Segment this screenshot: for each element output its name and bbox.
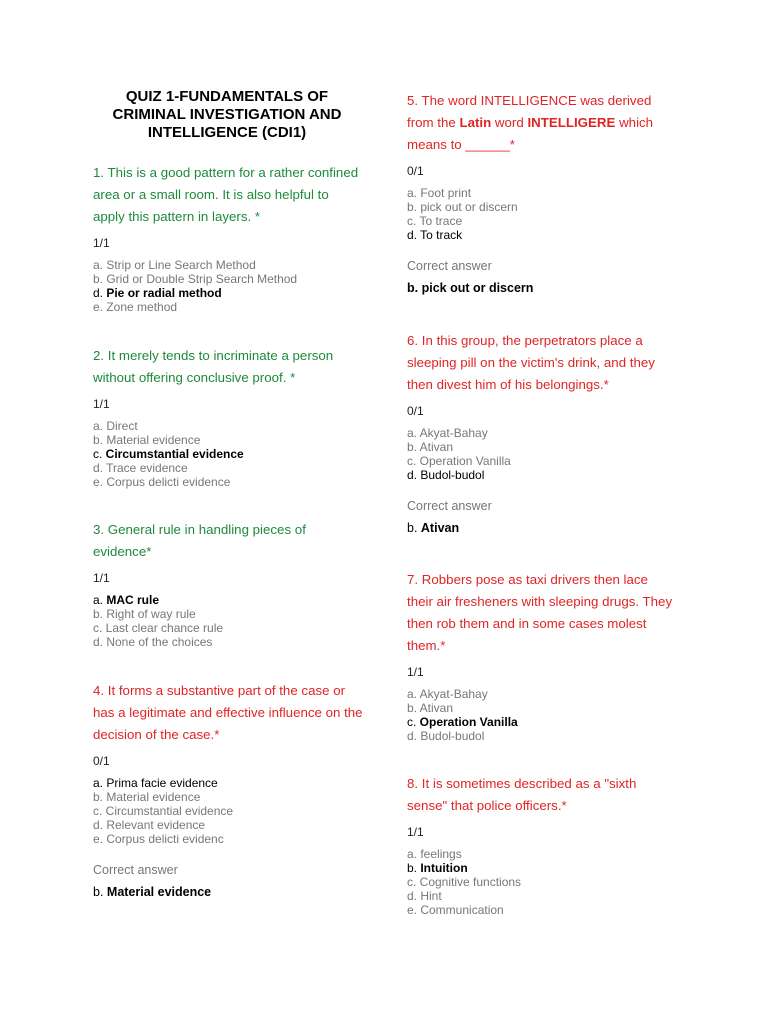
option-b: b. Grid or Double Strip Search Method xyxy=(93,272,298,286)
option-list xyxy=(93,258,363,314)
option-d-selected: d. To track xyxy=(407,228,463,242)
question-score: 1/1 xyxy=(407,665,424,679)
option-a: a. Strip or Line Search Method xyxy=(93,258,256,272)
question-3 xyxy=(93,519,363,649)
option-d-selected xyxy=(93,286,363,300)
option-a: a. Akyat-Bahay xyxy=(407,687,488,701)
option-b: b. Ativan xyxy=(407,701,454,715)
option-letter: c. xyxy=(407,715,420,729)
option-e: e. Corpus delicti evidence xyxy=(93,475,231,489)
stem-part: word xyxy=(491,115,528,130)
option-list xyxy=(407,847,677,917)
correct-answer-letter: b. xyxy=(93,885,107,899)
question-score: 0/1 xyxy=(407,164,424,178)
option-text: Operation Vanilla xyxy=(419,715,518,729)
question-score: 1/1 xyxy=(93,236,110,250)
stem-part: which means to ______* xyxy=(407,115,654,152)
option-letter: c. xyxy=(93,447,106,461)
option-text: Intuition xyxy=(420,861,468,875)
option-d: d. None of the choices xyxy=(93,635,213,649)
option-d: d. Hint xyxy=(407,889,442,903)
option-a: a. Foot print xyxy=(407,186,472,200)
correct-answer-letter: b. xyxy=(407,521,421,535)
question-6 xyxy=(407,330,677,536)
option-e: e. Communication xyxy=(407,903,504,917)
option-text: MAC rule xyxy=(106,593,160,607)
question-score: 1/1 xyxy=(93,397,110,411)
option-list xyxy=(93,776,363,846)
correct-answer-value xyxy=(407,520,677,536)
question-8 xyxy=(407,773,677,917)
option-b: b. pick out or discern xyxy=(407,200,518,214)
option-a-selected xyxy=(93,593,363,607)
option-b-selected xyxy=(407,861,677,875)
question-1 xyxy=(93,162,363,314)
correct-answer-text: b. pick out or discern xyxy=(407,281,534,295)
option-letter: a. xyxy=(93,593,107,607)
correct-answer-value xyxy=(407,280,677,296)
correct-answer-value xyxy=(93,884,363,900)
option-text: Circumstantial evidence xyxy=(105,447,244,461)
option-c-selected xyxy=(93,447,363,461)
question-stem: 8. It is sometimes described as a "sixth sense" that police officers.* xyxy=(407,776,637,813)
option-e: e. Zone method xyxy=(93,300,178,314)
correct-answer-text: Ativan xyxy=(420,521,460,535)
option-text: Pie or radial method xyxy=(106,286,222,300)
option-c-selected xyxy=(407,715,677,729)
option-d: d. Relevant evidence xyxy=(93,818,206,832)
question-stem: 6. In this group, the perpetrators place a sleeping pill on the victim's drink, and they then divest him of his belongings.* xyxy=(407,333,655,392)
correct-answer-label: Correct answer xyxy=(93,863,178,877)
option-a: a. feelings xyxy=(407,847,462,861)
option-list xyxy=(407,687,677,743)
stem-part-bold: INTELLIGERE xyxy=(527,115,616,130)
question-score: 1/1 xyxy=(407,825,424,839)
question-2 xyxy=(93,345,363,489)
correct-answer-label: Correct answer xyxy=(407,499,492,513)
option-b: b. Right of way rule xyxy=(93,607,196,621)
question-stem xyxy=(407,90,677,156)
option-c: c. To trace xyxy=(407,214,463,228)
question-5 xyxy=(407,90,677,296)
option-list xyxy=(93,419,363,489)
option-c: c. Last clear chance rule xyxy=(93,621,224,635)
question-stem: 7. Robbers pose as taxi drivers then lace their air fresheners with sleeping drugs. They then rob them and in some cases molest them.* xyxy=(407,572,673,653)
option-b: b. Material evidence xyxy=(93,790,201,804)
question-score: 0/1 xyxy=(407,404,424,418)
stem-part: 5. The word INTELLIGENCE was derived from the xyxy=(407,93,652,130)
option-d: d. Budol-budol xyxy=(407,729,485,743)
option-d: d. Trace evidence xyxy=(93,461,188,475)
question-score: 0/1 xyxy=(93,754,110,768)
option-list xyxy=(407,426,677,482)
option-d-selected: d. Budol-budol xyxy=(407,468,485,482)
stem-part-bold: Latin xyxy=(459,115,492,130)
question-4 xyxy=(93,680,363,900)
option-c: c. Circumstantial evidence xyxy=(93,804,234,818)
option-a-selected: a. Prima facie evidence xyxy=(93,776,218,790)
question-7 xyxy=(407,569,677,743)
option-list xyxy=(93,593,363,649)
option-a: a. Direct xyxy=(93,419,138,433)
option-c: c. Cognitive functions xyxy=(407,875,522,889)
option-list xyxy=(407,186,677,242)
option-c: c. Operation Vanilla xyxy=(407,454,511,468)
option-a: a. Akyat-Bahay xyxy=(407,426,488,440)
option-letter: b. xyxy=(407,861,421,875)
option-b: b. Material evidence xyxy=(93,433,201,447)
option-letter: d. xyxy=(93,286,107,300)
question-stem: 4. It forms a substantive part of the case or has a legitimate and effective influence on the decision of the case.* xyxy=(93,683,363,742)
question-stem: 1. This is a good pattern for a rather confined area or a small room. It is also helpful to apply this pattern in layers. * xyxy=(93,165,359,224)
quiz-title: QUIZ 1-FUNDAMENTALS OF CRIMINAL INVESTIGATION AND INTELLIGENCE (CDI1) xyxy=(112,88,342,141)
correct-answer-text: Material evidence xyxy=(106,885,212,899)
question-stem: 3. General rule in handling pieces of evidence* xyxy=(93,522,306,559)
question-score: 1/1 xyxy=(93,571,110,585)
correct-answer-label: Correct answer xyxy=(407,259,492,273)
option-b: b. Ativan xyxy=(407,440,454,454)
question-stem: 2. It merely tends to incriminate a person without offering conclusive proof. * xyxy=(93,348,334,385)
option-e: e. Corpus delicti evidenc xyxy=(93,832,224,846)
